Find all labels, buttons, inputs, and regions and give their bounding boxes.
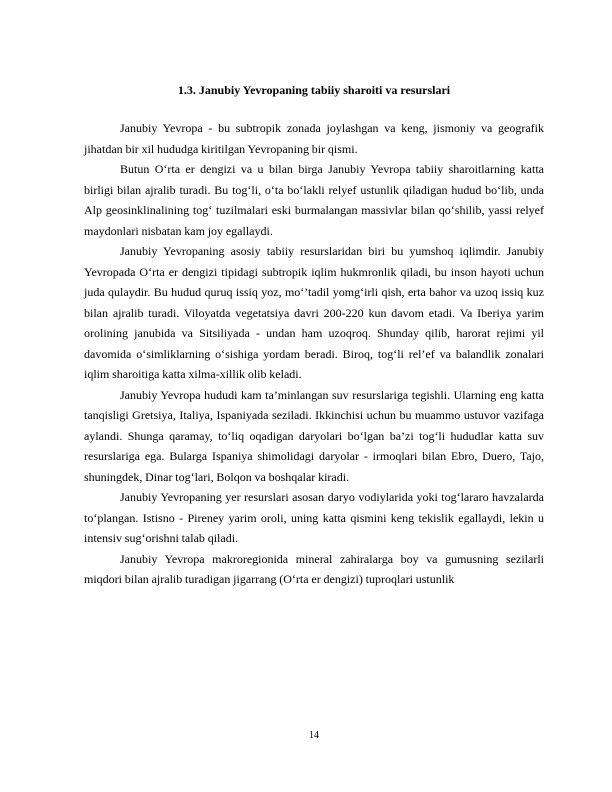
- paragraph: Janubiy Yevropa - bu subtropik zonada joylashgan va keng, jismoniy va geografik jihatdan bir xil hududga kiritilgan Yevropaning bir qismi.: [84, 121, 544, 156]
- page-number: 14: [309, 730, 319, 741]
- body-text: [84, 118, 544, 590]
- document-page: [84, 0, 544, 792]
- paragraph: Janubiy Yevropa hududi kam ta’minlangan suv resurslariga tegishli. Ularning eng katta tanqisligi Gretsiya, Italiya, Ispaniyada seziladi. Ikkinchisi uchun bu muammo ustuvor vazifaga aylandi. Shunga qaramay, to‘liq oqadigan daryolari bo‘lgan ba’zi tog‘li hududlar katta suv resurslariga ega. Bularga Ispaniya shimolidagi daryolar - irmoqlari bilan Ebro, Duero, Tajo, shuningdek, Dinar tog‘lari, Bolqon va boshqalar kiradi.: [84, 387, 544, 484]
- paragraph: Janubiy Yevropaning yer resurslari asosan daryo vodiylarida yoki tog‘lararo havzalarda to‘plangan. Istisno - Pireney yarim oroli, uning katta qismini keng tekislik egallaydi, lekin u intensiv sug‘orishni talab qiladi.: [84, 490, 544, 545]
- paragraph: Janubiy Yevropaning asosiy tabiiy resurslaridan biri bu yumshoq iqlimdir. Janubiy Yevropada O‘rta er dengizi tipidagi subtropik iqlim hukmronlik qiladi, bu inson hayoti uchun juda qulaydir. Bu hudud quruq issiq yoz, mo‘’tadil yomg‘irli qish, erta bahor va uzoq issiq kuz bilan ajralib turadi. Viloyatda vegetatsiya davri 200-220 kun davom etadi. Va Iberiya yarim orolining janubida va Sitsiliyada - undan ham uzoqroq. Shunday qilib, harorat rejimi yil davomida o‘simliklarning o‘sishiga yordam beradi. Biroq, tog‘li rel’ef va balandlik zonalari iqlim sharoitiga katta xilma-xillik olib keladi.: [84, 244, 544, 381]
- section-title: 1.3. Janubiy Yevropaning tabiiy sharoiti va resurslari: [177, 83, 451, 97]
- paragraph: Butun O‘rta er dengizi va u bilan birga Janubiy Yevropa tabiiy sharoitlarning katta birligi bilan ajralib turadi. Bu tog‘li, o‘ta bo‘lakli relyef ustunlik qiladigan hudud bo‘lib, unda Alp geosinklinalining tog‘ tuzilmalari eski burmalangan massivlar bilan qo‘shilib, yassi relyef maydonlari nisbatan kam joy egallaydi.: [84, 162, 544, 238]
- paragraph: Janubiy Yevropa makroregionida mineral zahiralarga boy va gumusning sezilarli miqdori bilan ajralib turadigan jigarrang (O‘rta er dengizi) tuproqlari ustunlik: [84, 551, 544, 586]
